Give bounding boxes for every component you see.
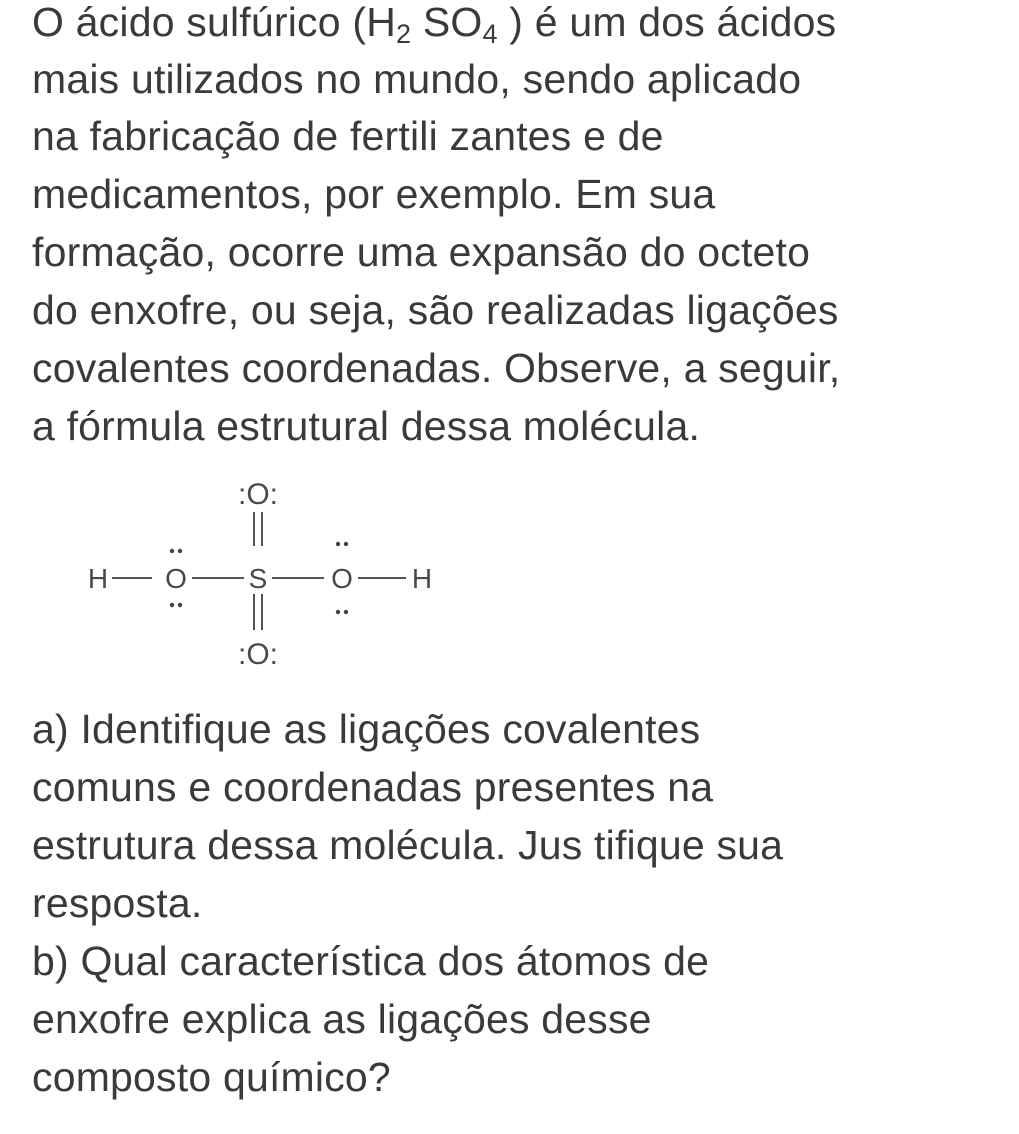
question-line-6: enxofre explica as ligações desse (32, 996, 652, 1042)
formula-so: SO (422, 0, 483, 45)
intro-line-1-suffix: ) é um dos ácidos (509, 0, 837, 45)
intro-line-2: mais utilizados no mundo, sendo aplicado (32, 56, 802, 102)
formula-o-subscript: 4 (482, 19, 498, 49)
atom-h-left: H (87, 563, 109, 594)
question-line-7: composto químico? (32, 1054, 391, 1100)
intro-line-5: formação, ocorre uma expansão do octeto (32, 229, 811, 275)
structural-formula-diagram (80, 468, 460, 678)
question-line-4: resposta. (32, 880, 203, 926)
atom-h-right: H (411, 563, 433, 594)
formula-h-subscript: 2 (396, 19, 412, 49)
question-line-5: b) Qual característica dos átomos de (32, 938, 710, 984)
intro-line-1-prefix: O ácido sulfúrico ( (32, 0, 367, 45)
atom-o-bottom: :O: (237, 638, 279, 671)
intro-line-3: na fabricação de fertili zantes e de (32, 113, 664, 159)
question-line-2: comuns e coordenadas presentes na (32, 764, 714, 810)
intro-line-4: medicamentos, por exemplo. Em sua (32, 171, 716, 217)
atom-s-center: S (248, 563, 268, 594)
question-line-1: a) Identifique as ligações covalentes (32, 706, 701, 752)
intro-line-6: do enxofre, ou seja, são realizadas ligações (32, 287, 839, 333)
atom-o-top: :O: (237, 478, 279, 511)
chemical-formula (366, 0, 509, 49)
intro-line-1 (32, 0, 836, 51)
atom-o-right: O (331, 563, 353, 594)
formula-h: H (366, 0, 397, 45)
intro-line-7: covalentes coordenadas. Observe, a seguir, (32, 345, 841, 391)
intro-line-8: a fórmula estrutural dessa molécula. (32, 403, 701, 449)
atom-o-left: O (165, 563, 187, 594)
question-line-3: estrutura dessa molécula. Jus tifique sua (32, 822, 784, 868)
